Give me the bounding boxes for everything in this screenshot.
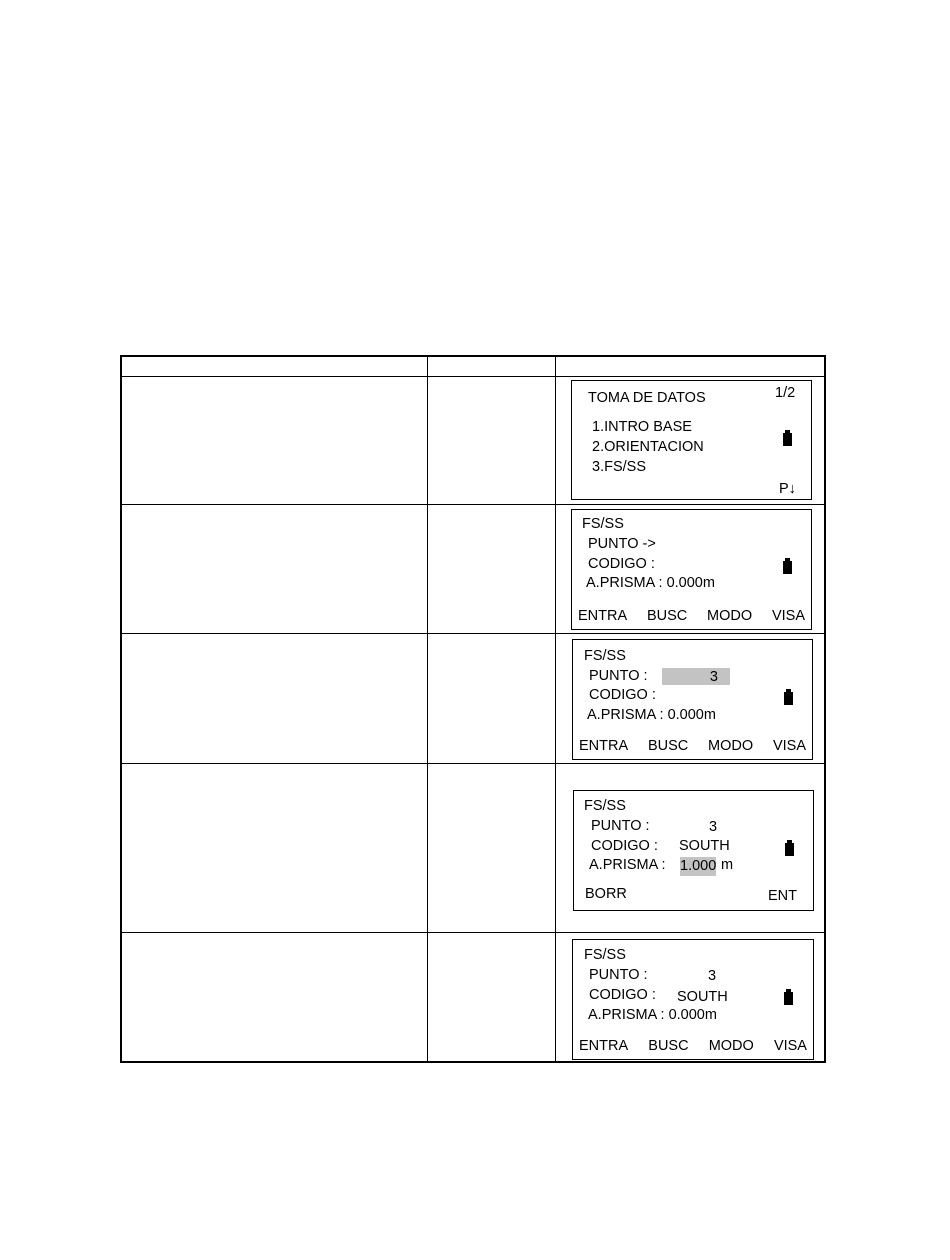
row-divider	[122, 504, 824, 505]
punto-label: PUNTO ->	[588, 536, 656, 552]
page-indicator: 1/2	[775, 385, 796, 401]
battery-icon	[784, 992, 793, 1005]
lcd-screen-fs-entry	[571, 509, 812, 630]
modo-softkey[interactable]: MODO	[708, 1038, 754, 1054]
screen-title: FS/SS	[584, 648, 626, 664]
column-divider	[555, 357, 556, 1061]
row-divider	[122, 633, 824, 634]
procedure-table	[120, 355, 826, 1063]
prisma-height: A.PRISMA : 0.000m	[587, 707, 716, 723]
prisma-unit: m	[721, 857, 734, 873]
punto-label: PUNTO :	[589, 668, 648, 684]
lcd-screen-fs-point	[572, 639, 813, 760]
punto-label: PUNTO :	[591, 818, 650, 834]
modo-softkey[interactable]: MODO	[708, 738, 754, 754]
softkey-bar	[579, 1037, 807, 1056]
menu-item-orientacion[interactable]: 2.ORIENTACION	[592, 439, 704, 455]
busc-softkey[interactable]: BUSC	[648, 1038, 689, 1054]
page-down-key[interactable]: P↓	[779, 481, 796, 497]
codigo-label: CODIGO :	[589, 987, 656, 1003]
battery-icon	[783, 561, 792, 574]
ent-softkey[interactable]: ENT	[768, 888, 797, 904]
screen-title: FS/SS	[584, 798, 626, 814]
punto-value: 3	[708, 968, 717, 984]
menu-item-fs-ss[interactable]: 3.FS/SS	[592, 459, 646, 475]
lcd-screen-fs-done	[572, 939, 814, 1060]
visa-softkey[interactable]: VISA	[773, 1038, 807, 1054]
softkey-bar	[579, 737, 806, 756]
battery-icon	[783, 433, 792, 446]
codigo-label: CODIGO :	[588, 556, 655, 572]
screen-title: FS/SS	[582, 516, 624, 532]
codigo-label: CODIGO :	[589, 687, 656, 703]
visa-softkey[interactable]: VISA	[771, 608, 805, 624]
battery-icon	[785, 843, 794, 856]
entra-softkey[interactable]: ENTRA	[579, 1038, 629, 1054]
menu-item-intro-base[interactable]: 1.INTRO BASE	[592, 419, 692, 435]
modo-softkey[interactable]: MODO	[707, 608, 753, 624]
entra-softkey[interactable]: ENTRA	[578, 608, 628, 624]
prisma-input[interactable]: 1.000	[680, 858, 717, 874]
visa-softkey[interactable]: VISA	[772, 738, 806, 754]
punto-label: PUNTO :	[589, 967, 648, 983]
screen-title: FS/SS	[584, 947, 626, 963]
punto-input[interactable]: 3	[662, 668, 730, 685]
prisma-label: A.PRISMA :	[589, 857, 666, 873]
punto-value: 3	[709, 819, 718, 835]
screen-title: TOMA DE DATOS	[588, 390, 706, 406]
row-divider	[122, 763, 824, 764]
header-row-divider	[122, 376, 824, 377]
borr-softkey[interactable]: BORR	[585, 886, 627, 902]
battery-icon	[784, 692, 793, 705]
busc-softkey[interactable]: BUSC	[647, 738, 689, 754]
prisma-height: A.PRISMA : 0.000m	[588, 1007, 717, 1023]
softkey-bar	[578, 607, 805, 626]
prisma-height: A.PRISMA : 0.000m	[586, 575, 715, 591]
codigo-label: CODIGO :	[591, 838, 658, 854]
codigo-value: SOUTH	[677, 989, 728, 1005]
codigo-value: SOUTH	[679, 838, 730, 854]
entra-softkey[interactable]: ENTRA	[579, 738, 629, 754]
busc-softkey[interactable]: BUSC	[646, 608, 688, 624]
lcd-screen-fs-edit	[573, 790, 814, 911]
column-divider	[427, 357, 428, 1061]
row-divider	[122, 932, 824, 933]
lcd-screen-menu	[571, 380, 812, 500]
